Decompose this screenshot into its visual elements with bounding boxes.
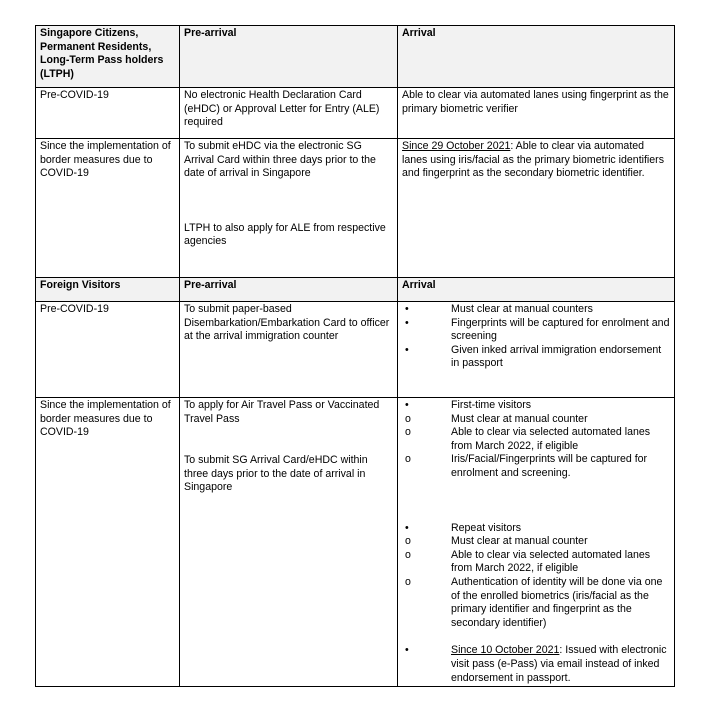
table-row — [36, 398, 675, 687]
list-item — [402, 576, 671, 630]
period-cell: Pre-COVID-19 — [36, 302, 180, 398]
list-item — [402, 303, 671, 317]
arrival-cell — [398, 302, 675, 398]
list-item — [402, 535, 671, 549]
list-item — [402, 522, 671, 536]
pre-arrival-text: To apply for Air Travel Pass or Vaccinated Travel Pass — [184, 399, 380, 425]
header-row-visitors — [36, 278, 675, 302]
header-cell-arrival: Arrival — [398, 278, 675, 302]
pre-arrival-cell — [180, 139, 398, 278]
sub-bullet-marker: o — [405, 412, 411, 425]
bullet-marker: • — [405, 343, 409, 356]
bullet-marker: • — [405, 399, 409, 411]
list-item-text: Must clear at manual counter — [451, 412, 588, 425]
list-item — [402, 399, 671, 413]
list-item-text: Able to clear via selected automated lanes from March 2022, if eligible — [451, 426, 651, 452]
period-cell: Pre-COVID-19 — [36, 88, 180, 139]
header-cell-pre-arrival: Pre-arrival — [180, 26, 398, 88]
list-item-text: First-time visitors — [451, 399, 532, 411]
header-cell-group: Foreign Visitors — [36, 278, 180, 302]
sub-bullet-marker: o — [405, 575, 411, 588]
list-item-text: Given inked arrival immigration endorsement in passport — [451, 343, 662, 370]
header-cell-pre-arrival: Pre-arrival — [180, 278, 398, 302]
bullet-marker: • — [405, 644, 409, 657]
spacer — [184, 181, 394, 222]
border-measures-table — [35, 25, 675, 687]
sub-bullet-marker: o — [405, 453, 411, 466]
arrival-list — [402, 303, 671, 371]
list-item-text: Iris/Facial/Fingerprints will be captured for enrolment and screening. — [451, 453, 648, 479]
list-item-text: Able to clear via selected automated lanes from March 2022, if eligible — [451, 548, 651, 575]
sub-bullet-marker: o — [405, 426, 411, 439]
spacer — [402, 630, 671, 644]
arrival-cell — [398, 398, 675, 687]
arrival-cell — [398, 139, 675, 278]
list-item-text: : Issued with electronic visit pass (e-Pass) via email instead of inked endorsement in passport. — [451, 644, 667, 684]
spacer — [184, 426, 394, 454]
list-item-text: Authentication of identity will be done via one of the enrolled biometrics (iris/facial as the primary identifier and fingerprint as the secondary identifier) — [451, 575, 663, 629]
list-item — [402, 344, 671, 371]
list-item — [402, 317, 671, 344]
list-item — [402, 549, 671, 576]
pre-arrival-cell: To submit paper-based Disembarkation/Embarkation Card to officer at the arrival immigration counter — [180, 302, 398, 398]
list-item-text: Repeat visitors — [451, 521, 522, 534]
pre-arrival-text: To submit SG Arrival Card/eHDC within three days prior to the date of arrival in Singapore — [184, 454, 368, 494]
list-item — [402, 453, 671, 480]
pre-arrival-cell — [180, 398, 398, 687]
pre-arrival-text: LTPH to also apply for ALE from respective agencies — [184, 221, 386, 248]
first-time-visitors-list — [402, 399, 671, 481]
sub-bullet-marker: o — [405, 535, 411, 548]
pre-arrival-cell: No electronic Health Declaration Card (eHDC) or Approval Letter for Entry (ALE) required — [180, 88, 398, 139]
pre-arrival-text: To submit eHDC via the electronic SG Arrival Card within three days prior to the date of arrival in Singapore — [184, 140, 376, 180]
evisit-pass-list — [402, 644, 671, 685]
list-item-text: Must clear at manual counters — [451, 303, 593, 315]
list-item-text: Must clear at manual counter — [451, 535, 588, 548]
table-row — [36, 139, 675, 278]
table-row — [36, 88, 675, 139]
list-item — [402, 413, 671, 427]
header-row-residents — [36, 26, 675, 88]
period-cell: Since the implementation of border measures due to COVID-19 — [36, 139, 180, 278]
bullet-marker: • — [405, 303, 409, 315]
table-row — [36, 302, 675, 398]
effective-date: Since 29 October 2021 — [402, 140, 511, 152]
list-item — [402, 644, 671, 685]
list-item — [402, 426, 671, 453]
period-cell: Since the implementation of border measures due to COVID-19 — [36, 398, 180, 687]
repeat-visitors-list — [402, 522, 671, 631]
sub-bullet-marker: o — [405, 548, 411, 561]
arrival-cell: Able to clear via automated lanes using fingerprint as the primary biometric verifier — [398, 88, 675, 139]
header-cell-group: Singapore Citizens, Permanent Residents, Long-Term Pass holders (LTPH) — [36, 26, 180, 88]
effective-date: Since 10 October 2021 — [451, 644, 560, 657]
header-cell-arrival: Arrival — [398, 26, 675, 88]
bullet-marker: • — [405, 521, 409, 534]
arrival-text: : Able to clear via automated lanes using iris/facial as the primary biometric identifiers and fingerprint as the secondary biometric identifier. — [402, 140, 665, 180]
bullet-marker: • — [405, 316, 409, 329]
spacer — [402, 481, 671, 522]
list-item-text: Fingerprints will be captured for enrolment and screening — [451, 316, 670, 343]
